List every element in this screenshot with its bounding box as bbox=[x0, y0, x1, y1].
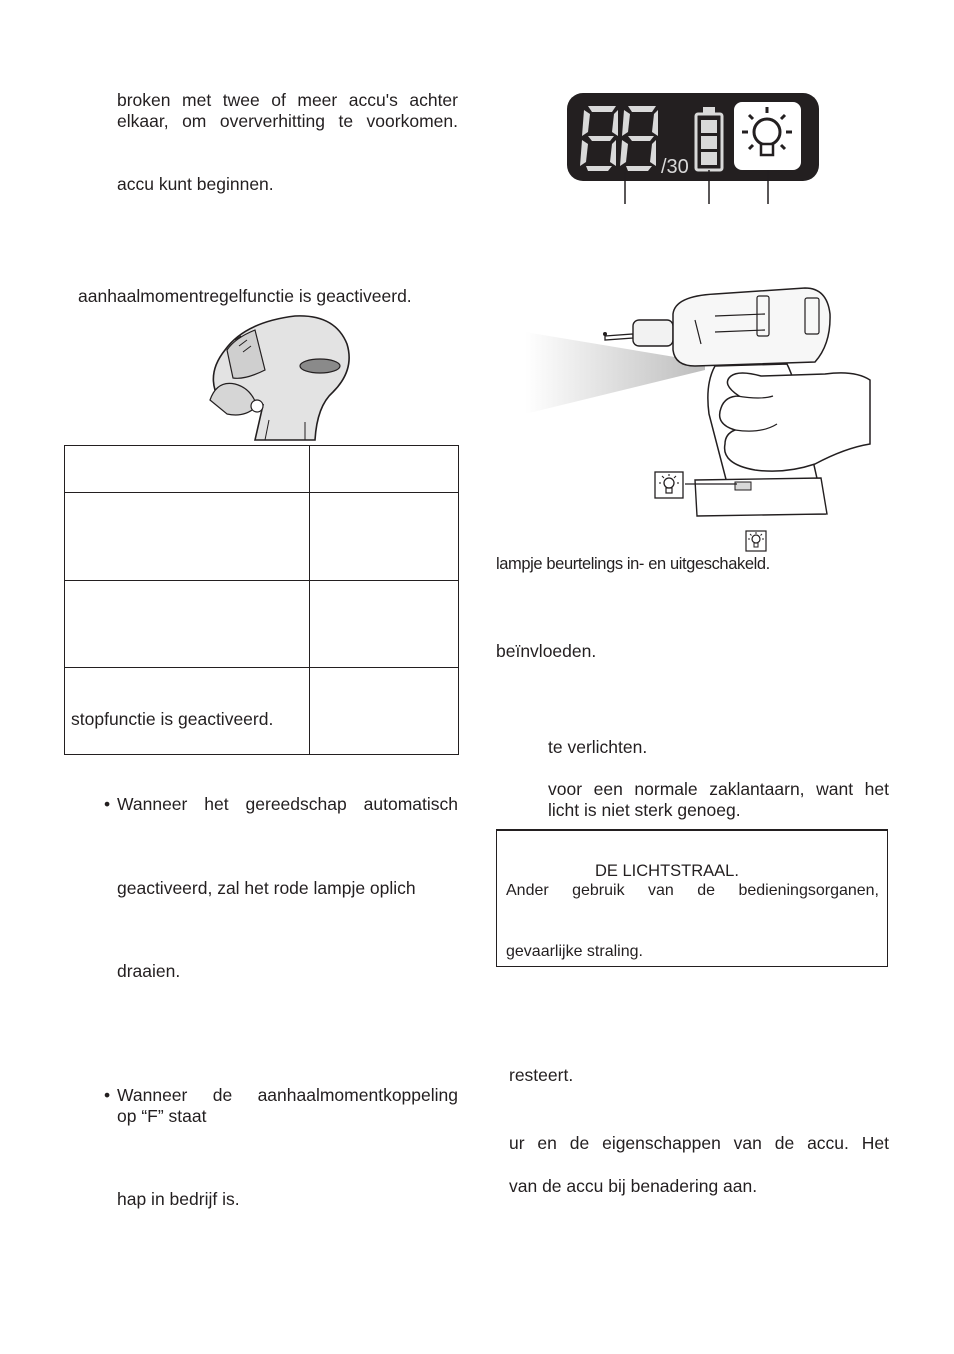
counter-suffix: /30 bbox=[661, 156, 689, 178]
para-accu-beginnen: accu kunt beginnen. bbox=[117, 174, 274, 194]
line-geactiveerd: geactiveerd, zal het rode lampje oplich bbox=[117, 878, 416, 898]
inline-light-icon bbox=[745, 530, 767, 552]
para-lampje: lampje beurtelings in- en uitgeschakeld. bbox=[496, 555, 770, 573]
bullet-koppeling-line2: op “F” staat bbox=[117, 1106, 207, 1126]
table-row bbox=[65, 668, 459, 755]
table-cell bbox=[310, 668, 459, 755]
warning-line2: gevaarlijke straling. bbox=[506, 943, 643, 960]
para-oververhitting-line1: broken met twee of meer accu's achter bbox=[117, 90, 458, 110]
warning-box bbox=[496, 829, 888, 967]
para-benadering: van de accu bij benadering aan. bbox=[509, 1176, 758, 1196]
table-row bbox=[65, 581, 459, 668]
light-bulb-icon bbox=[734, 102, 801, 170]
para-oververhitting-line2: elkaar, om oververhitting te voorkomen. bbox=[117, 111, 458, 131]
table-cell bbox=[65, 581, 310, 668]
warning-line1: Ander gebruik van de bedieningsorganen, bbox=[506, 882, 879, 899]
small-light-icon bbox=[655, 472, 683, 498]
bullet-automatisch: • Wanneer het gereedschap automatisch bbox=[117, 793, 458, 815]
table-cell bbox=[65, 446, 310, 493]
line-hap-in-bedrijf: hap in bedrijf is. bbox=[117, 1189, 240, 1209]
display-panel bbox=[566, 92, 820, 204]
table-cell bbox=[310, 581, 459, 668]
para-eigenschappen: ur en de eigenschappen van de accu. Het bbox=[509, 1133, 889, 1153]
bullet-koppeling-line1: • Wanneer de aanhaalmomentkoppeling bbox=[117, 1084, 458, 1106]
torque-control-table bbox=[64, 445, 459, 755]
para-beinvloeden: beïnvloeden. bbox=[496, 641, 597, 661]
table-cell: stopfunctie is geactiveerd. bbox=[65, 668, 310, 755]
table-cell bbox=[310, 493, 459, 581]
table-row bbox=[65, 446, 459, 493]
para-resteert: resteert. bbox=[509, 1065, 574, 1085]
table-cell bbox=[65, 493, 310, 581]
para-zaklantaarn-line1: voor een normale zaklantaarn, want het bbox=[548, 779, 889, 799]
tool-closeup-illustration bbox=[205, 310, 355, 440]
para-te-verlichten: te verlichten. bbox=[548, 737, 648, 757]
line-draaien: draaien. bbox=[117, 961, 181, 981]
para-zaklantaarn-line2: licht is niet sterk genoeg. bbox=[548, 800, 741, 820]
table-cell bbox=[310, 446, 459, 493]
para-aanhaalmoment: aanhaalmomentregelfunctie is geactiveerd. bbox=[78, 286, 412, 306]
table-row bbox=[65, 493, 459, 581]
drill-light-illustration bbox=[525, 284, 870, 519]
warning-title: DE LICHTSTRAAL. bbox=[595, 862, 739, 880]
